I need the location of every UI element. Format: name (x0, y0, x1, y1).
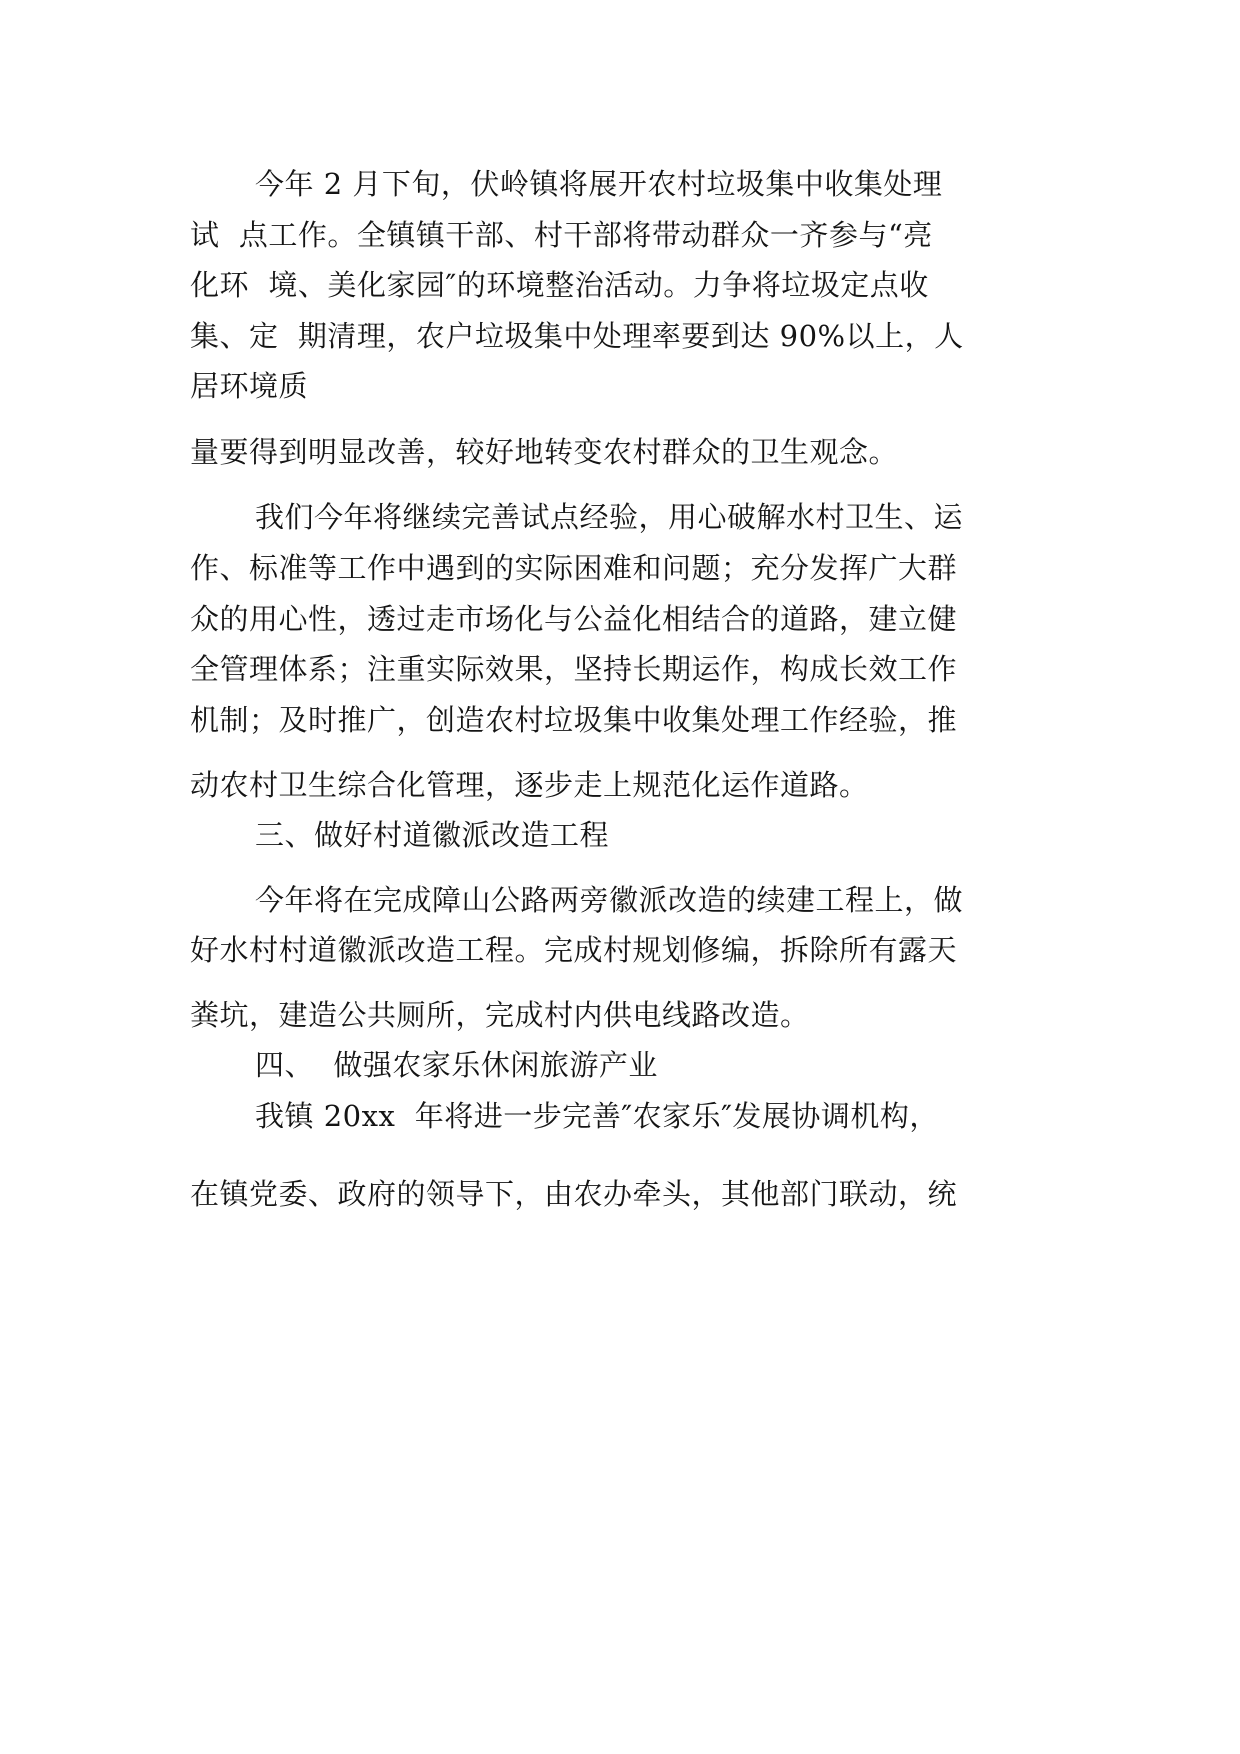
text-line-15: 好水村村道徽派改造工程。完成村规划修编，拆除所有露天 (190, 933, 958, 967)
text-line-2-content: 试 点工作。全镇镇干部、村干部将带动群众一齐参与“亮 (190, 218, 933, 252)
text-line-10: 全管理体系；注重实际效果，坚持长期运作，构成长效工作 (190, 652, 958, 686)
text-line-1: 今年 2 月下旬，伏岭镇将展开农村垃圾集中收集处理 (255, 167, 943, 201)
text-line-16: 粪坑，建造公共厕所，完成村内供电线路改造。 (190, 998, 810, 1032)
text-line-3 (190, 265, 1045, 305)
text-line-4 (190, 316, 1045, 356)
text-line-7: 我们今年将继续完善试点经验，用心破解水村卫生、运 (255, 500, 964, 534)
text-line-4-content: 集、定 期清理，农户垃圾集中处理率要到达 90%以上，人 (190, 319, 964, 353)
text-line-9: 众的用心性，透过走市场化与公益化相结合的道路，建立健 (190, 602, 958, 636)
text-line-3-content: 化环 境、美化家园″的环境整治活动。力争将垃圾定点收 (190, 268, 929, 302)
text-line-14: 今年将在完成障山公路两旁徽派改造的续建工程上，做 (255, 883, 964, 917)
section-heading-3: 三、做好村道徽派改造工程 (255, 818, 610, 852)
text-line-5: 居环境质 (190, 369, 309, 403)
text-line-19: 在镇党委、政府的领导下，由农办牵头，其他部门联动，统 (190, 1177, 958, 1211)
text-line-8: 作、标准等工作中遇到的实际困难和问题；充分发挥广大群 (190, 551, 958, 585)
section-heading-4: 四、 做强农家乐休闲旅游产业 (255, 1048, 658, 1082)
text-line-12: 动农村卫生综合化管理，逐步走上规范化运作道路。 (190, 768, 869, 802)
text-line-6: 量要得到明显改善，较好地转变农村群众的卫生观念。 (190, 435, 899, 469)
text-line-11: 机制；及时推广，创造农村垃圾集中收集处理工作经验，推 (190, 703, 958, 737)
text-line-18: 我镇 20xx 年将进一步完善″农家乐″发展协调机构， (255, 1099, 939, 1133)
text-line-2 (190, 215, 1045, 255)
